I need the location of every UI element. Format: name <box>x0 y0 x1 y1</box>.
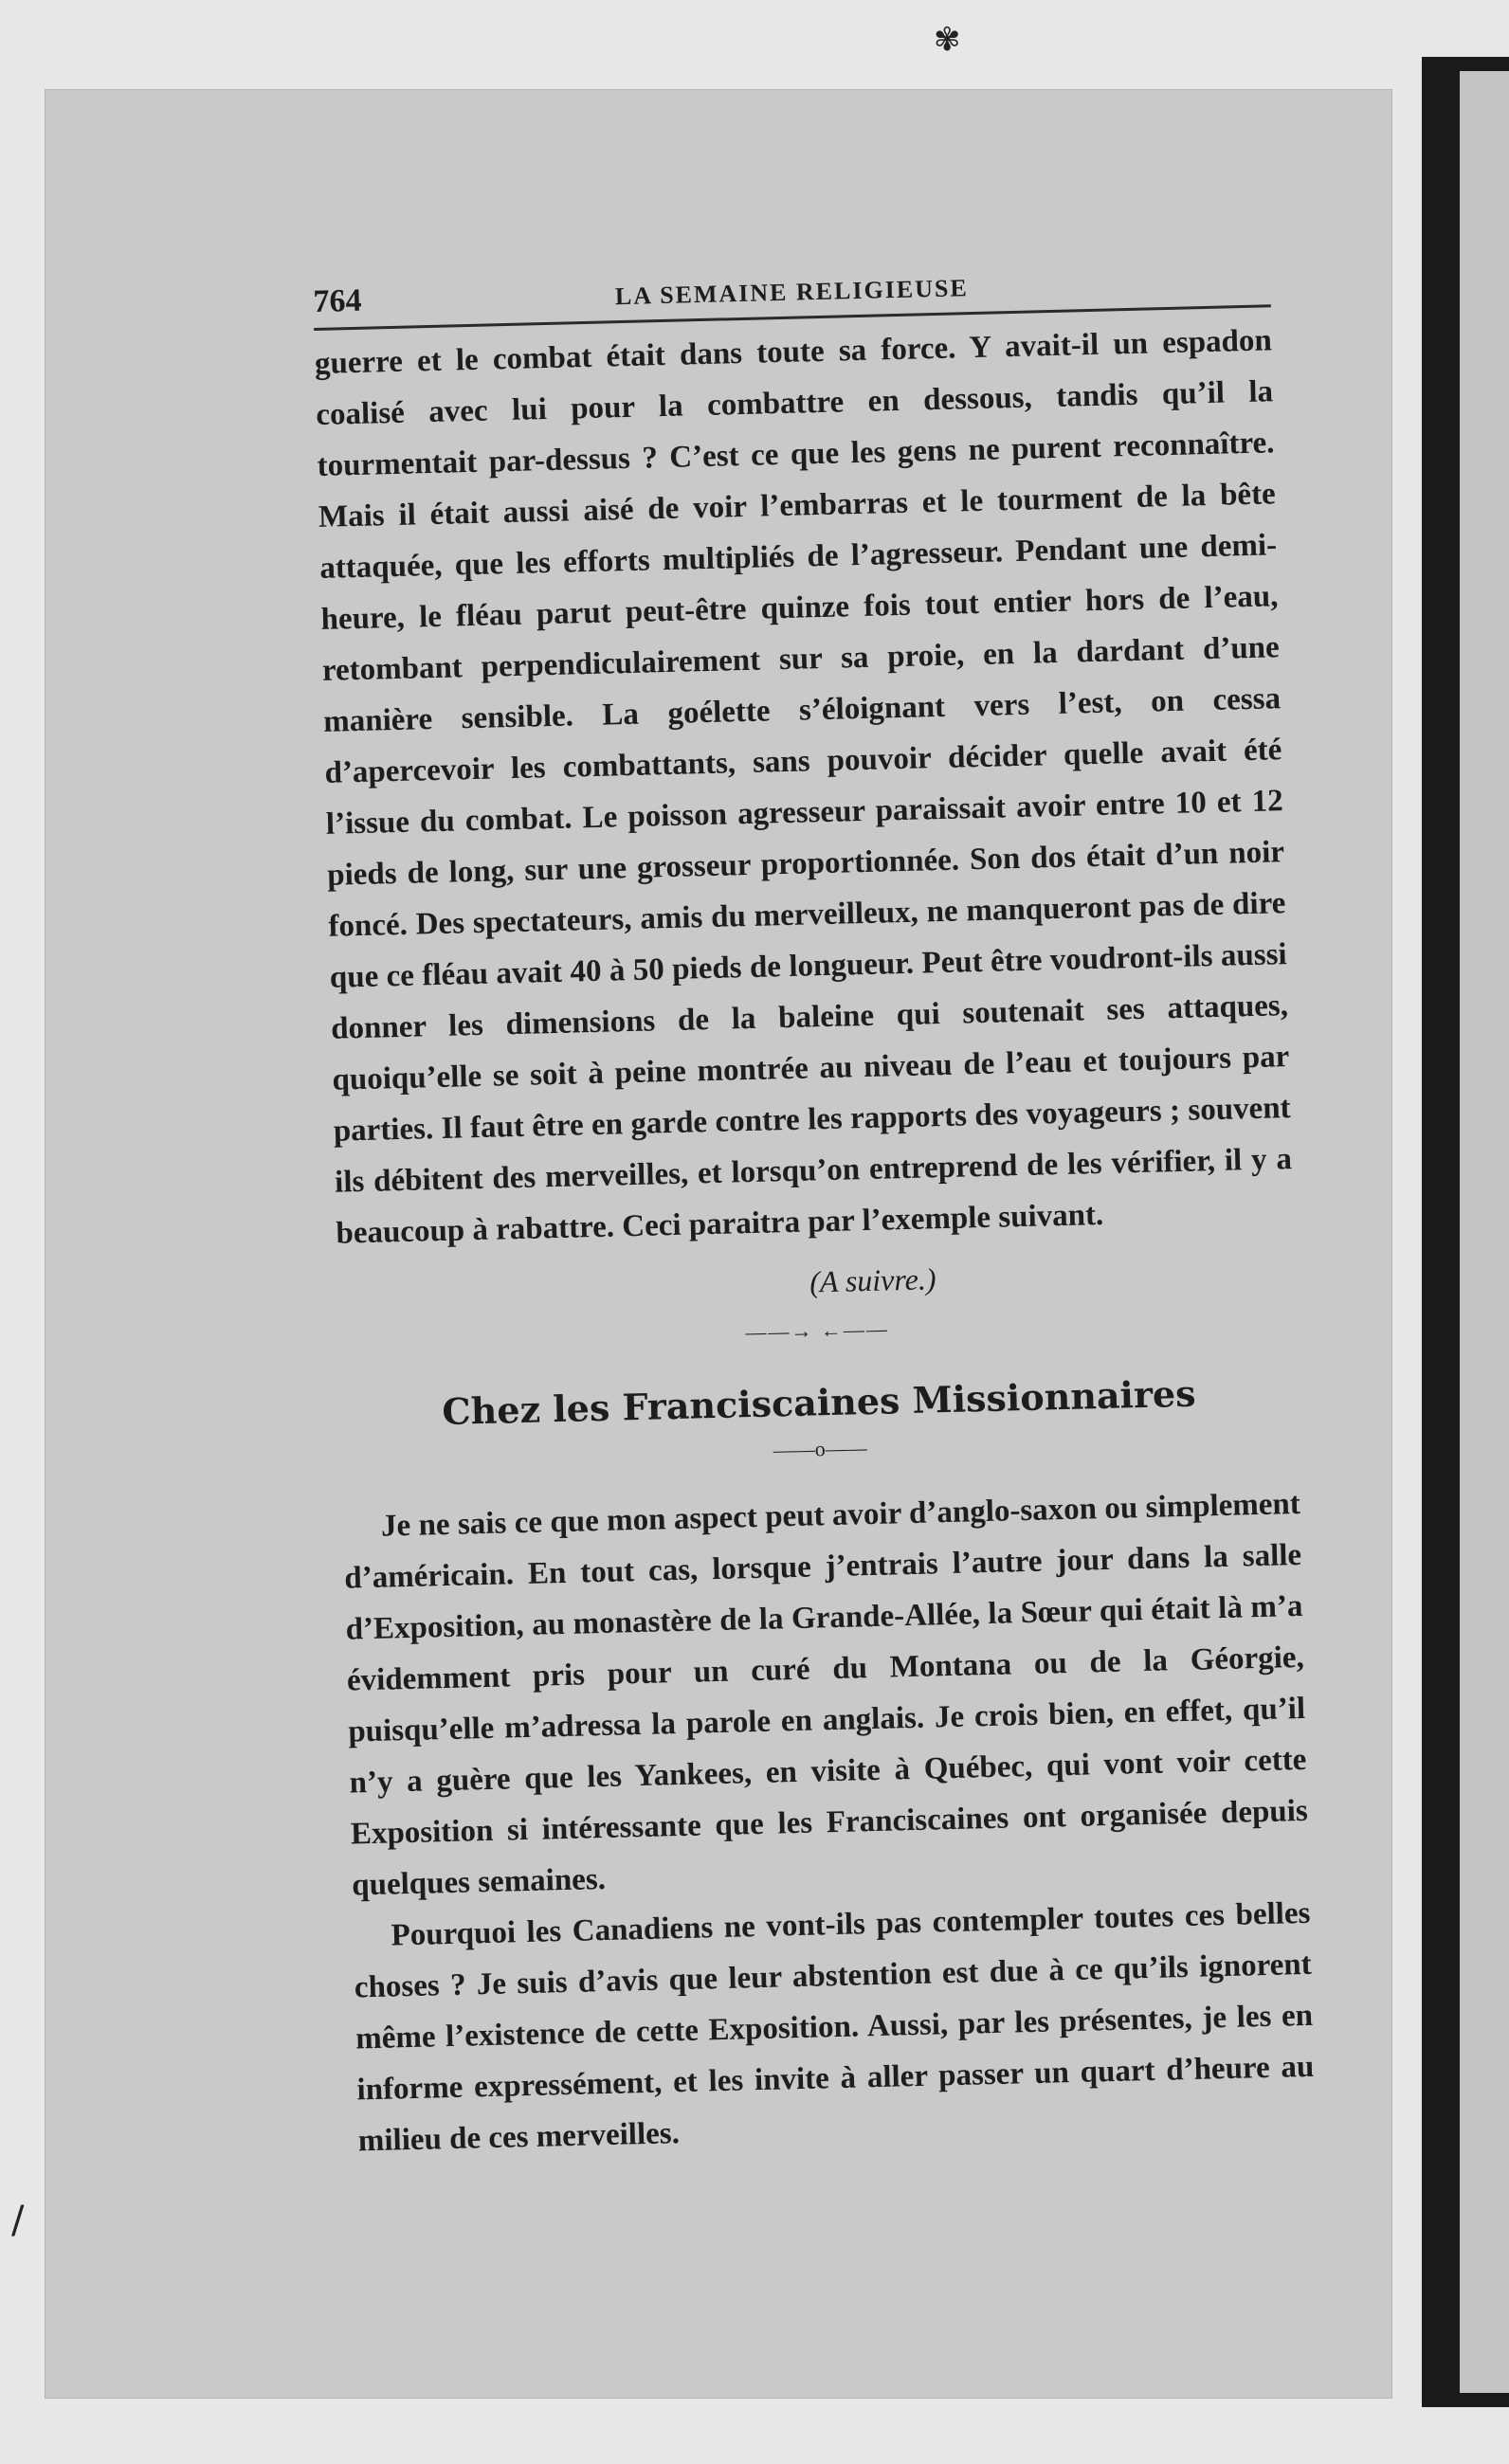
page-number: 764 <box>313 282 362 319</box>
continued-article-text: guerre et le combat était dans toute sa force. Y avait-il un espadon coalisé avec lui pour la combattre en dessous, tandis qu’il la tourmentait par-dessus ? C’est ce que les gens ne purent reconnaître. Mais il était aussi aisé de voir l’embarras et le tourment de la bête attaquée, que les efforts multipliés de l’agresseur. Pendant une demi-heure, le fléau parut peut-être quinze fois tout entier hors de l’eau, retombant perpendiculairement sur sa proie, en la dardant d’une manière sensible. La goélette s’éloignant vers l’est, on cessa d’apercevoir les combattants, sans pouvoir décider quelle avait été l’issue du combat. Le poisson agresseur paraissait avoir entre 10 et 12 pieds de long, sur une grosseur proportionnée. Son dos était d’un noir foncé. Des spectateurs, amis du merveilleux, ne manqueront pas de dire que ce fléau avait 40 à 50 pieds de longueur. Peut être voudront-ils aussi donner les dimensions de la baleine qui soutenait ses attaques, quoiqu’elle se soit à peine montrée au niveau de l’eau et toujours par parties. Il faut être en garde contre les rapports des voyageurs ; souvent ils débitent des merveilles, et lorsqu’on entreprend de les vérifier, il y a beaucoup à rabattre. Ceci paraitra par l’exemple suivant. <box>314 323 1293 1251</box>
adjacent-page <box>1460 71 1509 2393</box>
to-be-continued-note: (A suivre.) <box>809 1261 936 1299</box>
journal-title: LA SEMAINE RELIGIEUSE <box>614 274 970 311</box>
page-text-block <box>313 261 1316 2166</box>
scan-scratch-icon: / <box>11 2199 25 2242</box>
article-paragraph-2: Pourquoi les Canadiens ne vont-ils pas contempler toutes ces belles choses ? Je suis d’avis que leur abstention est due à ce qu’ils ignorent même l’existence de cette Exposition. Aussi, par les présentes, je les en informe expressément, et les invite à aller passer un quart d’heure au milieu de ces merveilles. <box>354 1895 1315 2159</box>
title-divider: ——o—— <box>773 1436 867 1462</box>
scan-speck-icon: ✾ <box>934 21 961 59</box>
article-title: Chez les Franciscaines Missionnaires <box>441 1371 1197 1434</box>
article-paragraph-1: Je ne sais ce que mon aspect peut avoir d’anglo-saxon ou simplement d’américain. En tout cas, lorsque j’entrais l’autre jour dans la salle d’Exposition, au monastère de la Grande-Allée, la Sœur qui était là m’a évidemment pris pour un curé du Montana ou de la Géorgie, puisqu’elle m’adressa la parole en anglais. Je crois bien, en effet, qu’il n’y a guère que les Yankees, en visite à Québec, qui vont voir cette Exposition si intéressante que les Franciscaines ont organisée depuis quelques semaines. <box>343 1486 1309 1903</box>
section-ornament: ——→ ←—— <box>745 1316 890 1345</box>
